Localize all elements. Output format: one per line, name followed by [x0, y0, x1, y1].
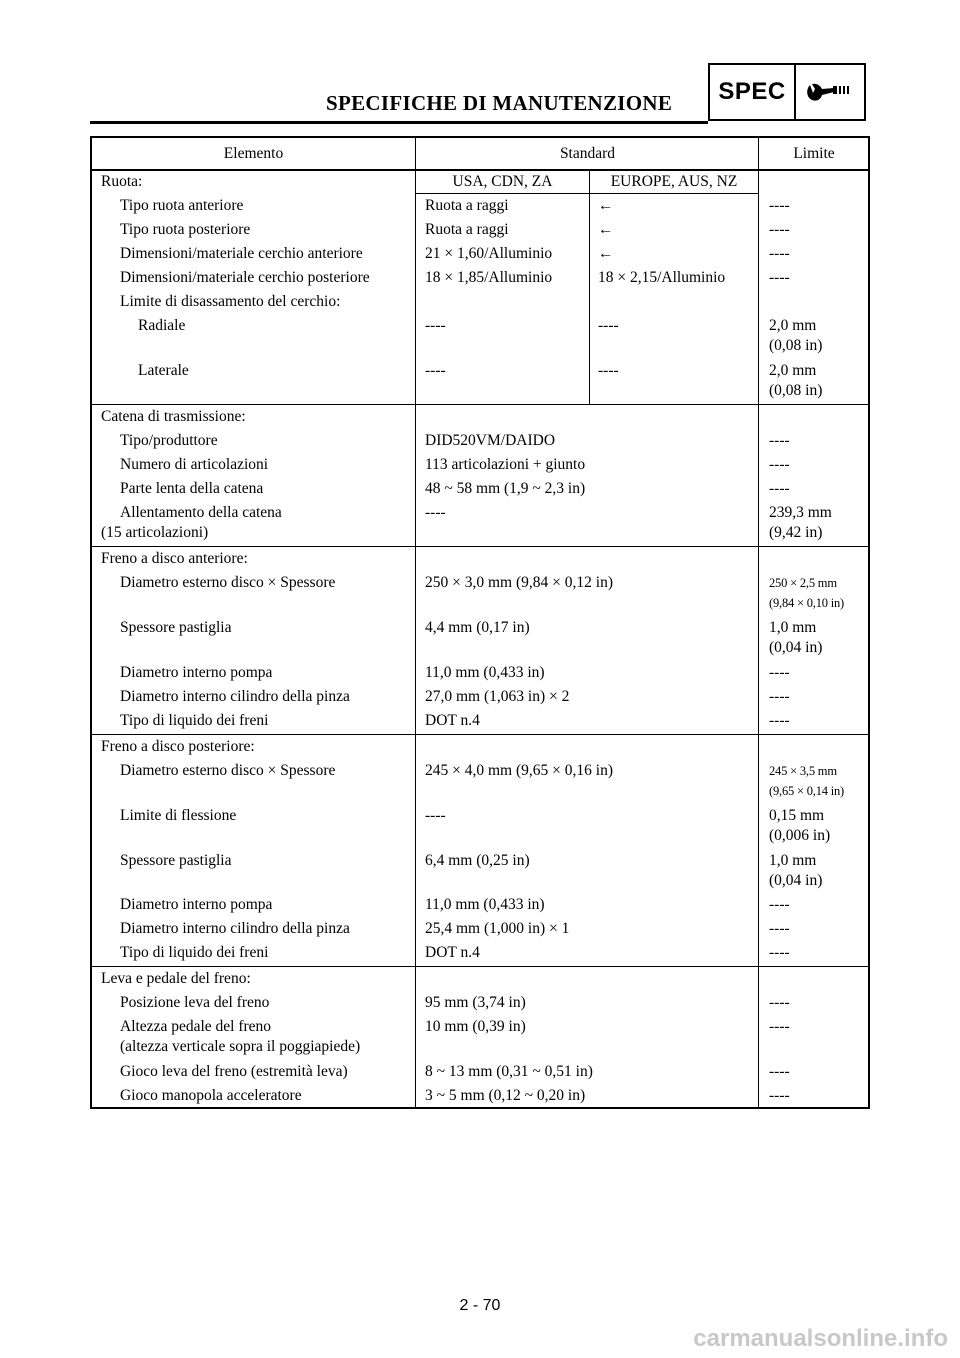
- subheader-europe: EUROPE, AUS, NZ: [610, 173, 738, 190]
- wrench-icon: [796, 65, 864, 119]
- col-header-standard: Standard: [559, 145, 616, 162]
- ruota-item: Radiale: [138, 317, 186, 334]
- ruota-limit-inch: (0,08 in): [769, 337, 823, 354]
- freno-post-limit-inch: (9,65 × 0,14 in): [769, 784, 845, 798]
- freno-ant-limit-inch: (9,84 × 0,10 in): [769, 596, 845, 610]
- freno-ant-limit: ----: [769, 664, 790, 681]
- freno-ant-std: DOT n.4: [425, 712, 480, 729]
- leva-item: Altezza pedale del freno: [120, 1018, 272, 1035]
- page-title: SPECIFICHE DI MANUTENZIONE: [326, 91, 673, 115]
- leva-std: 95 mm (3,74 in): [425, 994, 526, 1011]
- col-header-elemento: Elemento: [223, 145, 284, 162]
- catena-std: 48 ~ 58 mm (1,9 ~ 2,3 in): [425, 480, 586, 497]
- freno-post-limit: 0,15 mm: [769, 807, 825, 824]
- ruota-eur: ←: [598, 197, 614, 214]
- freno-ant-limit: 1,0 mm: [769, 619, 817, 636]
- freno-post-item: Tipo di liquido dei freni: [120, 944, 269, 961]
- catena-item: Tipo/produttore: [120, 432, 218, 449]
- freno-post-limit-inch: (0,006 in): [769, 827, 831, 844]
- freno-ant-item: Spessore pastiglia: [120, 619, 232, 636]
- freno-post-limit: 1,0 mm: [769, 852, 817, 869]
- ruota-item: Tipo ruota posteriore: [120, 221, 251, 238]
- leva-item: Posizione leva del freno: [120, 994, 270, 1011]
- ruota-usa: 21 × 1,60/Alluminio: [425, 245, 553, 262]
- catena-item-note: (15 articolazioni): [101, 524, 209, 541]
- freno-ant-item: Tipo di liquido dei freni: [120, 712, 269, 729]
- ruota-item: Tipo ruota anteriore: [120, 197, 244, 214]
- freno-post-limit: ----: [769, 896, 790, 913]
- ruota-limit: ----: [769, 269, 790, 286]
- col-divider-usa-eur: [589, 171, 590, 404]
- catena-limit-inch: (9,42 in): [769, 524, 823, 541]
- ruota-limit: ----: [769, 221, 790, 238]
- ruota-eur: ←: [598, 221, 614, 238]
- freno-ant-item: Diametro esterno disco × Spessore: [120, 574, 336, 591]
- section-title-catena: Catena di trasmissione:: [101, 408, 246, 425]
- section-divider-3: [92, 734, 868, 735]
- freno-ant-std: 27,0 mm (1,063 in) × 2: [425, 688, 570, 705]
- freno-post-std: 11,0 mm (0,433 in): [425, 896, 545, 913]
- freno-post-item: Diametro interno cilindro della pinza: [120, 920, 350, 937]
- catena-std: DID520VM/DAIDO: [425, 432, 556, 449]
- leva-item: Gioco leva del freno (estremità leva): [120, 1063, 348, 1080]
- catena-item: Numero di articolazioni: [120, 456, 269, 473]
- header-divider: [92, 169, 868, 171]
- spec-badge-label: SPEC: [710, 65, 796, 119]
- col-divider-1: [415, 138, 416, 1107]
- freno-post-std: 245 × 4,0 mm (9,65 × 0,16 in): [425, 762, 613, 779]
- watermark: carmanualsonline.info: [693, 1325, 948, 1352]
- leva-limit: ----: [769, 994, 790, 1011]
- ruota-item: Dimensioni/materiale cerchio posteriore: [120, 269, 370, 286]
- freno-post-std: 25,4 mm (1,000 in) × 1: [425, 920, 570, 937]
- ruota-usa: Ruota a raggi: [425, 197, 509, 214]
- freno-post-limit: ----: [769, 944, 790, 961]
- freno-post-std: DOT n.4: [425, 944, 480, 961]
- catena-limit: ----: [769, 480, 790, 497]
- ruota-limit: ----: [769, 197, 790, 214]
- ruota-limit: ----: [769, 245, 790, 262]
- freno-ant-limit-inch: (0,04 in): [769, 639, 823, 656]
- freno-ant-limit: ----: [769, 688, 790, 705]
- section-divider-1: [92, 404, 868, 405]
- col-header-limite: Limite: [793, 145, 835, 162]
- section-title-freno-posteriore: Freno a disco posteriore:: [101, 738, 255, 755]
- freno-ant-item: Diametro interno pompa: [120, 664, 273, 681]
- ruota-item: Limite di disassamento del cerchio:: [120, 293, 341, 310]
- freno-post-limit-inch: (0,04 in): [769, 872, 823, 889]
- spec-badge: [708, 63, 866, 121]
- ruota-limit-inch: (0,08 in): [769, 382, 823, 399]
- ruota-eur: 18 × 2,15/Alluminio: [598, 269, 726, 286]
- catena-limit: ----: [769, 432, 790, 449]
- freno-post-std: ----: [425, 807, 446, 824]
- leva-item-note: (altezza verticale sopra il poggiapiede): [120, 1038, 361, 1055]
- ruota-eur: ----: [598, 362, 619, 379]
- maintenance-spec-table: [90, 136, 870, 1109]
- leva-std: 10 mm (0,39 in): [425, 1018, 526, 1035]
- ruota-eur: ←: [598, 245, 614, 262]
- catena-limit: ----: [769, 456, 790, 473]
- ruota-limit: 2,0 mm: [769, 362, 817, 379]
- freno-post-std: 6,4 mm (0,25 in): [425, 852, 530, 869]
- freno-post-limit: 245 × 3,5 mm: [769, 764, 837, 778]
- section-divider-4: [92, 966, 868, 967]
- ruota-limit: 2,0 mm: [769, 317, 817, 334]
- ruota-usa: Ruota a raggi: [425, 221, 509, 238]
- catena-item: Allentamento della catena: [120, 504, 282, 521]
- catena-std: ----: [425, 504, 446, 521]
- freno-post-limit: ----: [769, 920, 790, 937]
- section-divider-2: [92, 546, 868, 547]
- freno-ant-item: Diametro interno cilindro della pinza: [120, 688, 350, 705]
- ruota-item: Laterale: [138, 362, 189, 379]
- section-title-freno-anteriore: Freno a disco anteriore:: [101, 550, 248, 567]
- leva-std: 8 ~ 13 mm (0,31 ~ 0,51 in): [425, 1063, 593, 1080]
- freno-ant-std: 11,0 mm (0,433 in): [425, 664, 545, 681]
- freno-post-item: Diametro esterno disco × Spessore: [120, 762, 336, 779]
- section-title-leva: Leva e pedale del freno:: [101, 970, 251, 987]
- page-number: 2 - 70: [459, 1297, 501, 1314]
- ruota-usa: 18 × 1,85/Alluminio: [425, 269, 553, 286]
- freno-ant-limit: 250 × 2,5 mm: [769, 576, 837, 590]
- catena-item: Parte lenta della catena: [120, 480, 264, 497]
- leva-limit: ----: [769, 1063, 790, 1080]
- title-underline: [90, 121, 708, 124]
- freno-post-item: Diametro interno pompa: [120, 896, 273, 913]
- ruota-usa: ----: [425, 317, 446, 334]
- leva-limit: ----: [769, 1087, 790, 1104]
- catena-limit: 239,3 mm: [769, 504, 832, 521]
- ruota-item: Dimensioni/materiale cerchio anteriore: [120, 245, 363, 262]
- leva-limit: ----: [769, 1018, 790, 1035]
- section-title-ruota: Ruota:: [101, 173, 143, 190]
- catena-std: 113 articolazioni + giunto: [425, 456, 586, 473]
- freno-ant-limit: ----: [769, 712, 790, 729]
- col-divider-2: [758, 138, 759, 1107]
- leva-std: 3 ~ 5 mm (0,12 ~ 0,20 in): [425, 1087, 586, 1104]
- ruota-usa: ----: [425, 362, 446, 379]
- subheader-usa: USA, CDN, ZA: [452, 173, 553, 190]
- freno-ant-std: 4,4 mm (0,17 in): [425, 619, 530, 636]
- freno-ant-std: 250 × 3,0 mm (9,84 × 0,12 in): [425, 574, 613, 591]
- subheader-divider: [415, 193, 758, 194]
- ruota-eur: ----: [598, 317, 619, 334]
- freno-post-item: Limite di flessione: [120, 807, 237, 824]
- freno-post-item: Spessore pastiglia: [120, 852, 232, 869]
- leva-item: Gioco manopola acceleratore: [120, 1087, 302, 1104]
